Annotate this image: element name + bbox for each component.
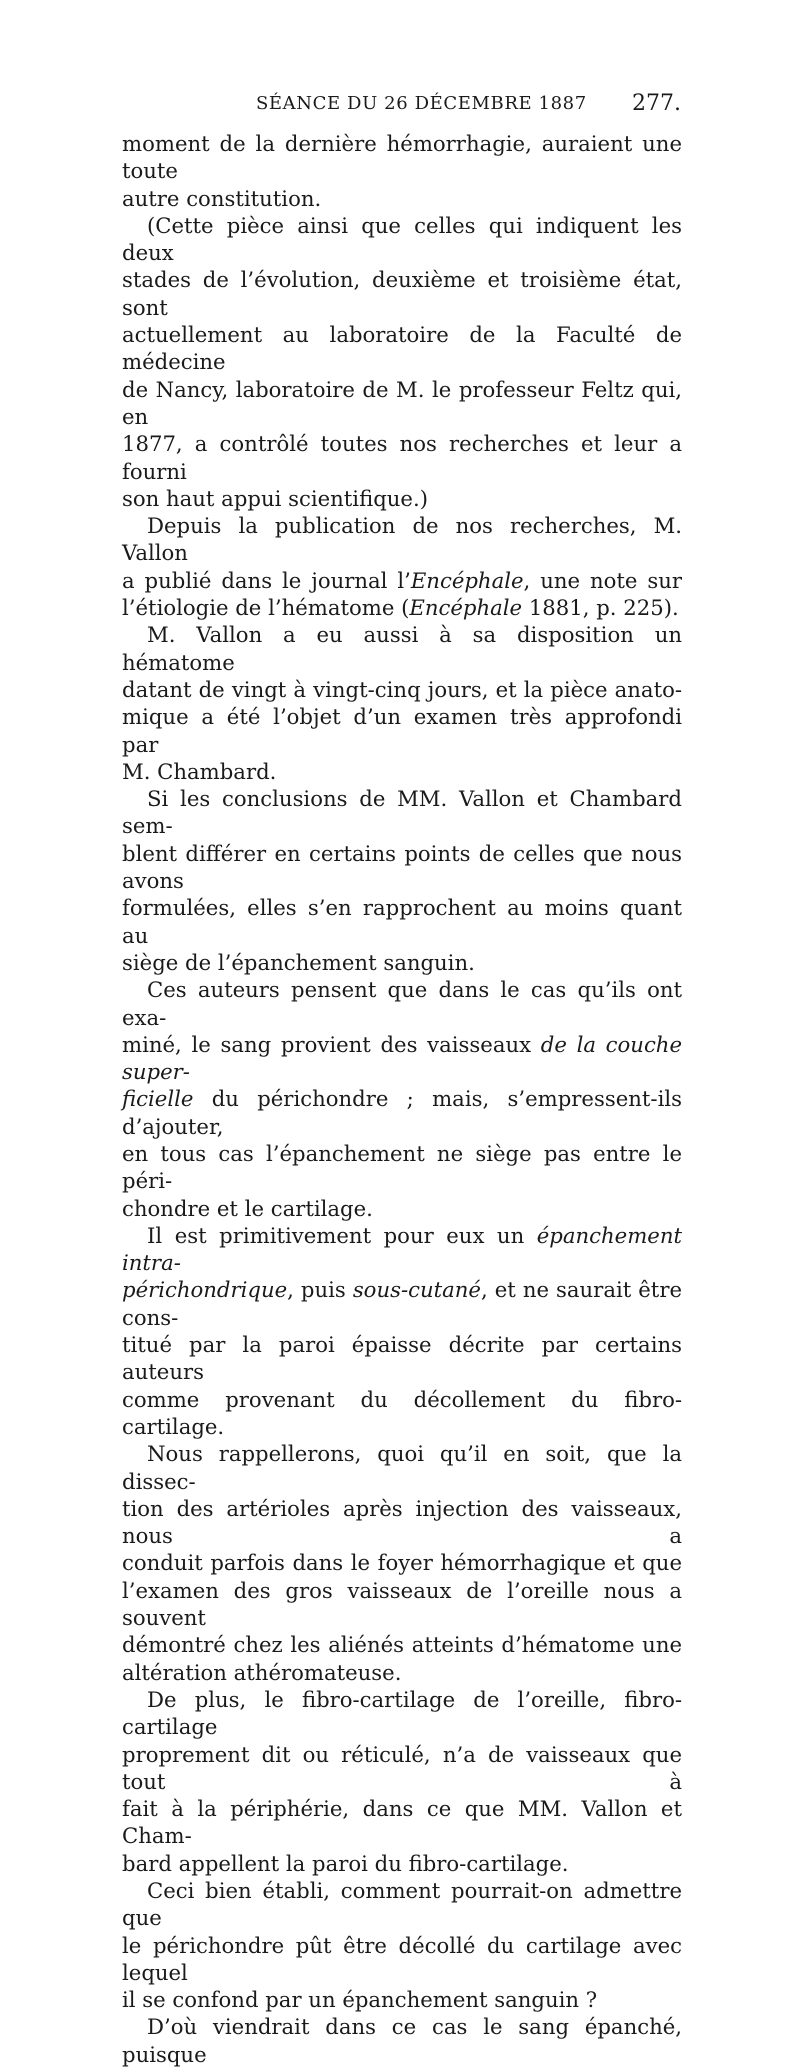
paragraph: Nous rappellerons, quoi qu’il en soit, que la dissec- [122,1441,682,1494]
paragraph-line: en tous cas l’épanchement ne siège pas entre le péri- [122,1140,682,1194]
paragraph-line: actuellement au laboratoire de la Faculté de médecine [122,322,682,375]
paragraph-end: comme provenant du décollement du fibro-cartilage. [122,1386,682,1439]
paragraph: De plus, le fibro-cartilage de l’oreille, fibro-cartilage [122,1686,682,1740]
paragraph-line: de Nancy, laboratoire de M. le professeur Feltz qui, en [122,376,682,429]
paragraph-end: autre constitution. [122,185,322,211]
paragraph-end: siège de l’épanchement sanguin. [122,949,475,975]
paragraph: Depuis la publication de nos recherches, M. Vallon [122,513,682,566]
paragraph-line: l’examen des gros vaisseaux de l’oreille nous a souvent [122,1577,682,1631]
paragraph-line: datant de vingt à vingt-cinq jours, et la pièce anato- [122,676,682,702]
paragraph: (Cette pièce ainsi que celles qui indiquent les deux [122,212,682,266]
paragraph-line: conduit parfois dans le foyer hémorrhagique et que [122,1550,682,1576]
paragraph [122,1222,682,1277]
paragraph-line: démontré chez les aliénés atteints d’hématome une [122,1632,682,1658]
paragraph-end [122,594,682,621]
paragraph-line [122,567,682,594]
paragraph-line [122,1276,682,1331]
paragraph-line: tion des artérioles après injection des vaisseaux, nous a [122,1495,682,1549]
body-text [122,130,682,2068]
line-italic-mix: l’étiologie de l’hématome (Encéphale 1881, p. 225). [122,595,679,621]
paragraph-line: mique a été l’objet d’un examen très approfondi par [122,704,682,757]
paragraph-line: blent différer en certains points de celles que nous avons [122,840,682,894]
paragraph-end: altération athéromateuse. [122,1659,402,1685]
line-italic-mix: ficielle du périchondre ; mais, s’empressent-ils d’ajouter, [122,1086,682,1139]
line-italic-mix: Il est primitivement pour eux un épanchement intra- [122,1222,682,1276]
line-italic-mix: a publié dans le journal l’Encéphale, une note sur [122,567,682,593]
paragraph-end: son haut appui scientifique.) [122,485,428,511]
paragraph-line: titué par la paroi épaisse décrite par certains auteurs [122,1332,682,1385]
paragraph: Ceci bien établi, comment pourrait-on admettre que [122,1878,682,1931]
paragraph-line: fait à la périphérie, dans ce que MM. Vallon et Cham- [122,1796,682,1849]
paragraph-line: le périchondre pût être décollé du cartilage avec lequel [122,1932,682,1985]
page-number: 277. [632,91,681,116]
paragraph: Si les conclusions de MM. Vallon et Chambard sem- [122,786,682,839]
paragraph-end: chondre et le cartilage. [122,1195,373,1221]
paragraph-line [122,1085,682,1140]
paragraph-line [122,1031,682,1086]
paragraph-end: il se confond par un épanchement sanguin ? [122,1987,598,2013]
paragraph-end: bard appellent la paroi du fibro-cartilage. [122,1850,569,1876]
line-italic-mix: périchondrique, puis sous-cutané, et ne saurait être cons- [122,1277,682,1330]
paragraph-line: formulées, elles s’en rapprochent au moins quant au [122,895,682,948]
line-italic-mix: miné, le sang provient des vaisseaux de la couche super- [122,1031,682,1085]
paragraph: moment de la dernière hémorrhagie, auraient une toute [122,131,682,184]
paragraph-line: stades de l’évolution, deuxième et troisième état, sont [122,267,682,320]
paragraph-line: proprement dit ou réticulé, n’a de vaisseaux que tout à [122,1741,682,1794]
paragraph: D’où viendrait dans ce cas le sang épanché, puisque [122,2014,682,2067]
paragraph: M. Vallon a eu aussi à sa disposition un hématome [122,622,682,675]
paragraph-line: 1877, a contrôlé toutes nos recherches et leur a fourni [122,431,682,484]
paragraph: Ces auteurs pensent que dans le cas qu’ils ont exa- [122,977,682,1030]
paragraph-end: M. Chambard. [122,758,277,784]
running-head: SÉANCE DU 26 DÉCEMBRE 1887 [256,93,587,114]
page-header [125,91,681,117]
